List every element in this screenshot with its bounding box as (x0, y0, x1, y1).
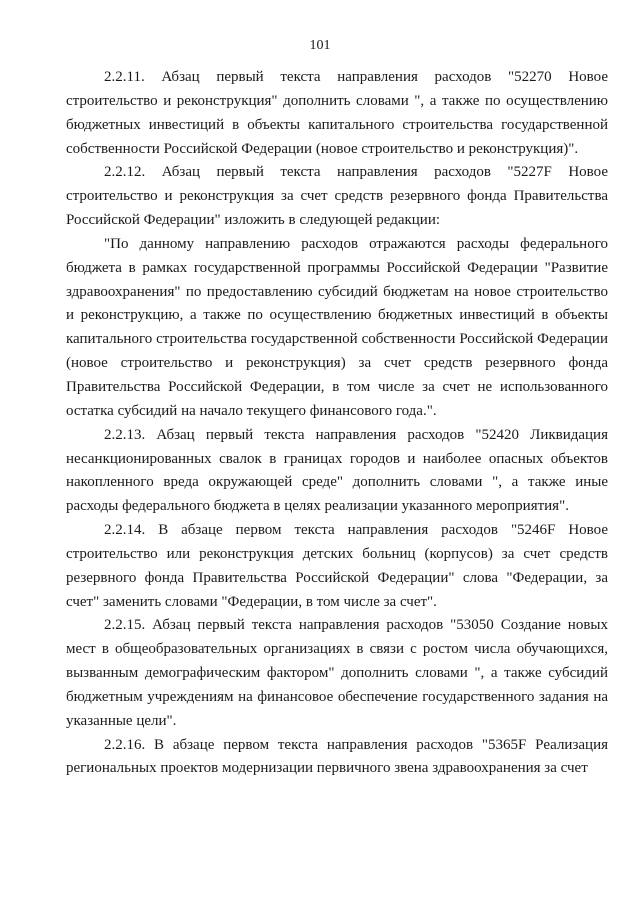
page-number: 101 (309, 38, 331, 53)
paragraph-2-2-15: 2.2.15. Абзац первый текста направления расходов "53050 Создание новых мест в общеобразовательных организациях в связи с ростом числа обучающихся, вызванным демографическим фактором" дополнить словами ", а также субсидий бюджетным учреждениям на финансовое обеспечение государственного задания на указанные цели". (66, 617, 608, 729)
paragraph-2-2-14: 2.2.14. В абзаце первом текста направления расходов "5246F Новое строительство или реконструкция детских больниц (корпусов) за счет средств резервного фонда Правительства Российской Федерации" слова "Федерации, за счет" заменить словами "Федерации, в том числе за счет". (66, 522, 608, 610)
paragraph-2-2-13: 2.2.13. Абзац первый текста направления расходов "52420 Ликвидация несанкционированных свалок в границах городов и наиболее опасных объектов накопленного вреда окружающей среде" дополнить словами ", а также иные расходы федерального бюджета в целях реализации указанного мероприятия". (66, 426, 608, 515)
paragraph-2-2-12: 2.2.12. Абзац первый текста направления расходов "5227F Новое строительство и реконструкция за счет средств резервного фонда Правительства Российской Федерации" изложить в следующей редакции: (66, 164, 608, 229)
paragraph-2-2-12-new-wording: "По данному направлению расходов отражаются расходы федерального бюджета в рамках государственной программы Российской Федерации "Развитие здравоохранения" по предоставлению субсидий бюджетам на новое строительство и реконструкцию, а также по осуществлению бюджетных инвестиций в объекты капитального строительства государственной собственности Российской Федерации (новое строительство и реконструкция) за счет средств резервного фонда Правительства Российской Федерации, в том числе за счет не использованного остатка субсидий на начало текущего финансового года.". (66, 235, 608, 419)
document-body (66, 66, 608, 781)
paragraph-2-2-11: 2.2.11. Абзац первый текста направления расходов "52270 Новое строительство и реконструкция" дополнить словами ", а также по осуществлению бюджетных инвестиций в объекты капитального строительства государственной собственности Российской Федерации (новое строительство и реконструкция)". (66, 69, 608, 157)
paragraph-2-2-16: 2.2.16. В абзаце первом текста направления расходов "5365F Реализация региональных проектов модернизации первичного звена здравоохранения за счет (66, 736, 608, 777)
